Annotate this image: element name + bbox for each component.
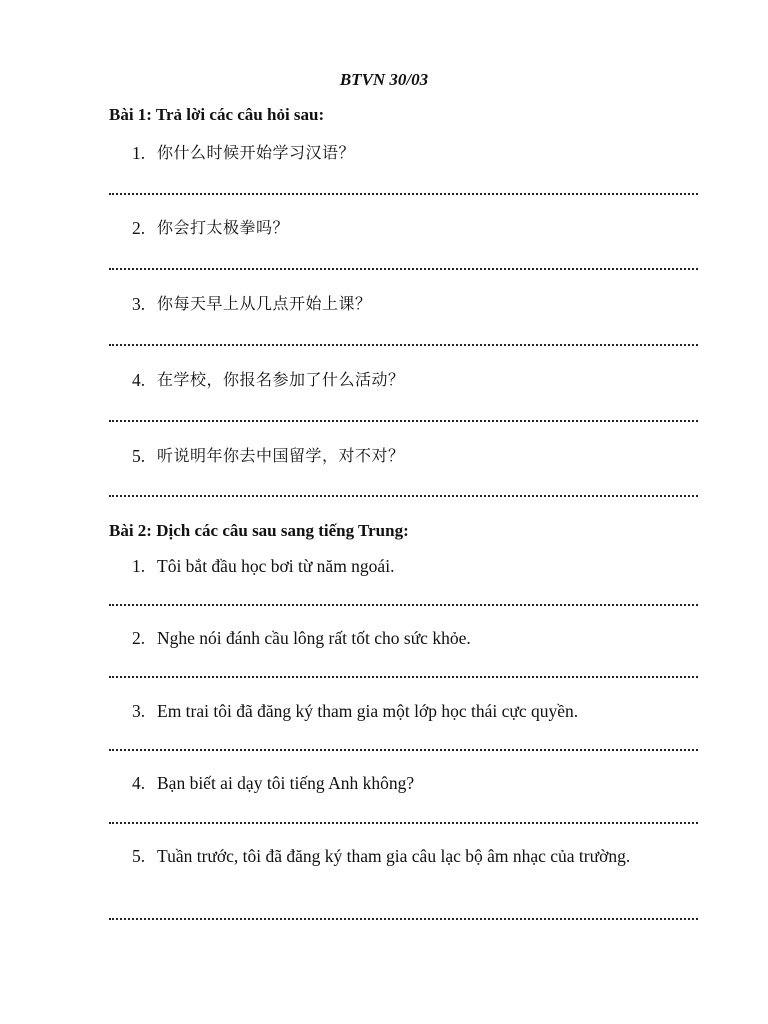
question-number: 5.: [132, 446, 146, 466]
sentence-item: [132, 770, 698, 796]
sentence-text: Tuần trước, tôi đã đăng ký tham gia câu lạc bộ âm nhạc của trường.: [157, 846, 631, 866]
answer-line[interactable]: [109, 495, 698, 497]
question-text: 你会打太极拳吗？: [157, 218, 290, 237]
sentence-text: Tôi bắt đầu học bơi từ năm ngoái.: [157, 556, 395, 576]
section2-heading: Bài 2: Dịch các câu sau sang tiếng Trung:: [109, 521, 409, 540]
question-item: [132, 215, 698, 241]
question-text: 你每天早上从几点开始上课？: [157, 294, 372, 313]
answer-line[interactable]: [109, 918, 698, 920]
question-item: [132, 291, 698, 317]
sentence-item: [132, 553, 698, 579]
section1-heading: Bài 1: Trả lời các câu hỏi sau:: [109, 105, 325, 124]
sentence-text: Nghe nói đánh cầu lông rất tốt cho sức khỏe.: [157, 628, 471, 648]
question-number: 4.: [132, 370, 146, 390]
sentence-text: Bạn biết ai dạy tôi tiếng Anh không?: [157, 773, 415, 793]
sentence-number: 2.: [132, 628, 146, 648]
answer-line[interactable]: [109, 604, 698, 606]
sentence-item: [132, 625, 698, 651]
answer-line[interactable]: [109, 193, 698, 195]
question-item: [132, 367, 698, 393]
question-number: 3.: [132, 294, 146, 314]
question-text: 你什么时候开始学习汉语？: [157, 143, 356, 162]
page-title: BTVN 30/03: [339, 70, 429, 89]
answer-line[interactable]: [109, 749, 698, 751]
answer-line[interactable]: [109, 344, 698, 346]
sentence-number: 4.: [132, 773, 146, 793]
question-text: 听说明年你去中国留学，对不对？: [157, 446, 405, 465]
question-number: 2.: [132, 218, 146, 238]
question-number: 1.: [132, 143, 146, 163]
sentence-number: 3.: [132, 701, 146, 721]
answer-line[interactable]: [109, 822, 698, 824]
answer-line[interactable]: [109, 268, 698, 270]
question-text: 在学校，你报名参加了什么活动？: [157, 370, 405, 389]
sentence-number: 5.: [132, 846, 146, 866]
question-item: [132, 140, 698, 166]
sentence-number: 1.: [132, 556, 146, 576]
sentence-text: Em trai tôi đã đăng ký tham gia một lớp học thái cực quyền.: [157, 701, 579, 721]
answer-line[interactable]: [109, 676, 698, 678]
answer-line[interactable]: [109, 420, 698, 422]
sentence-item: [132, 843, 698, 869]
sentence-item: [132, 698, 698, 724]
question-item: [132, 443, 698, 469]
